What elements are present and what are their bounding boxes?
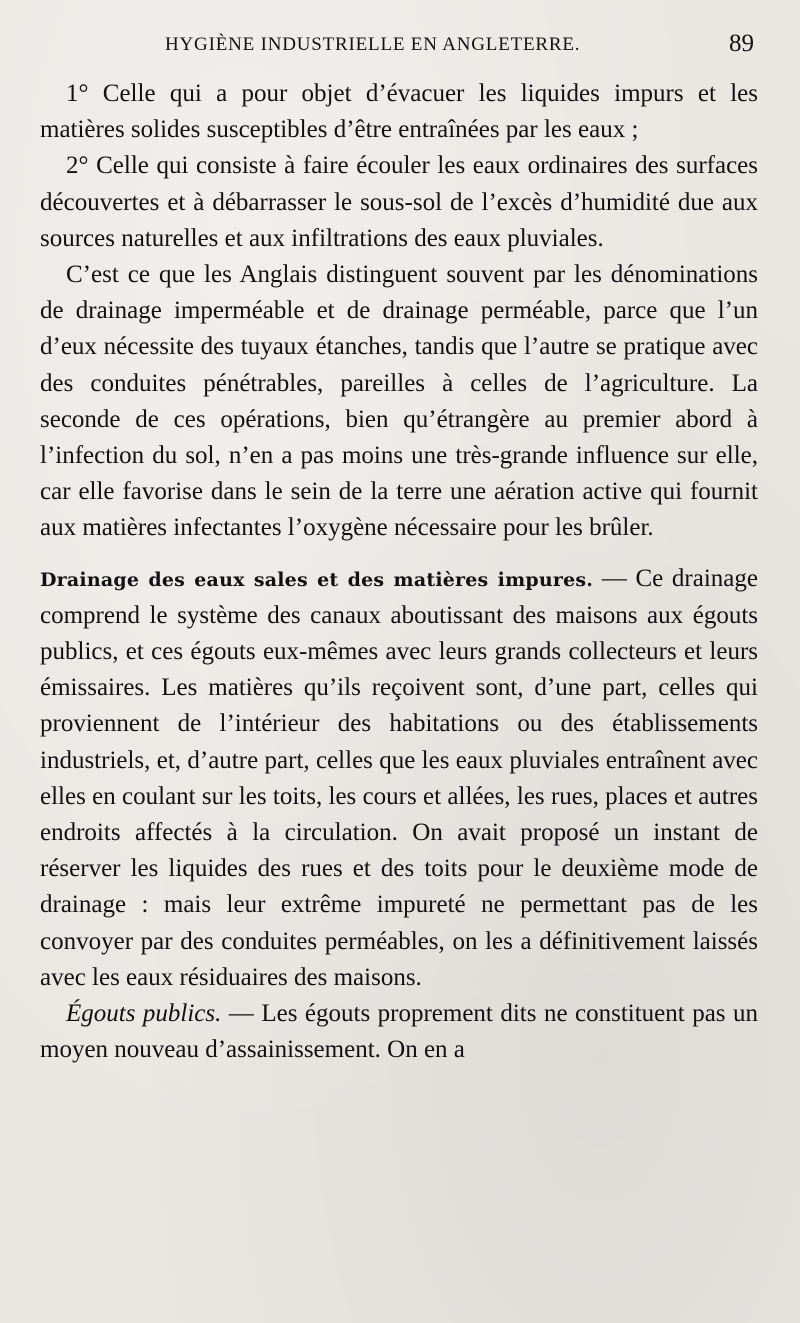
- body-text: [40, 76, 758, 1068]
- paragraph-item-2: 2° Celle qui consiste à faire écouler les eaux ordinaires des surfaces découvertes et à débarrasser le sous-sol de l’excès d’humidité due aux sources naturelles et aux infiltrations des eaux pluviales.: [40, 152, 758, 252]
- page-number: 89: [729, 30, 754, 57]
- section-heading-drainage: Drainage des eaux sales et des matières impures.: [40, 568, 594, 591]
- section-text-drainage: — Ce drainage comprend le système des canaux aboutissant des maisons aux égouts publics, et ces égouts eux-mêmes avec leurs grands collecteurs et leurs émissaires. Les matières qu’ils reçoivent sont, d’une part, celles qui proviennent de l’intérieur des habitations ou des établissements industriels, et, d’autre part, celles que les eaux pluviales entraînent avec elles en coulant sur les toits, les cours et allées, les rues, places et autres endroits affectés à la circulation. On avait proposé un instant de réserver les liquides des rues et des toits pour le deuxième mode de drainage : mais leur extrême impureté ne permettant pas de les convoyer par des conduites perméables, on les a définitivement laissés avec les eaux résiduaires des maisons.: [40, 564, 758, 991]
- paragraph-item-1: 1° Celle qui a pour objet d’évacuer les liquides impurs et les matières solides susceptibles d’être entraînées par les eaux ;: [40, 80, 758, 144]
- running-head: HYGIÈNE INDUSTRIELLE EN ANGLETERRE.: [165, 34, 581, 55]
- paragraph-distinction: C’est ce que les Anglais distinguent souvent par les dénominations de drainage imperméable et de drainage perméable, parce que l’un d’eux nécessite des tuyaux étanches, tandis que l’autre se pratique avec des conduites pénétrables, pareilles à celles de l’agriculture. La seconde de ces opérations, bien qu’étrangère au premier abord à l’infection du sol, n’en a pas moins une très-grande influence sur elle, car elle favorise dans le sein de la terre une aération active qui fournit aux matières infectantes l’oxygène nécessaire pour les brûler.: [40, 261, 758, 542]
- section-text-egouts: — Les égouts proprement dits ne constituent pas un moyen nouveau d’assainissement. On en a: [40, 1000, 758, 1064]
- section-egouts: [40, 996, 758, 1068]
- page-header: [0, 30, 800, 64]
- section-heading-egouts: Égouts publics.: [66, 1000, 222, 1028]
- section-drainage: [40, 561, 758, 996]
